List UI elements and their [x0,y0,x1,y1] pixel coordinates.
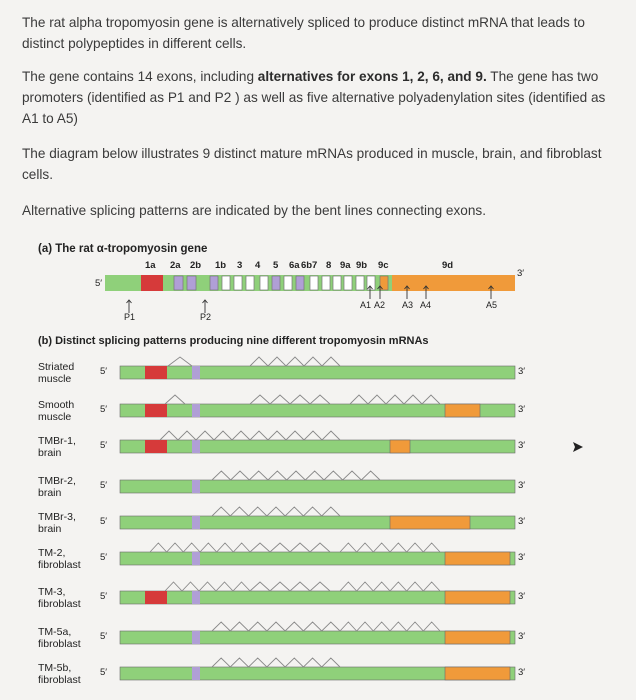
exon-label: 6a [289,260,300,271]
exon-red [145,404,167,417]
three-prime-label: 3′ [518,667,526,678]
intro-paragraph: The rat alpha tropomyosin gene is alternatively spliced to produce distinct mRNA that leads to distinct polypeptides in different cells. [22,15,585,51]
exon-orange [445,552,510,565]
splice-line [212,622,340,631]
gene-exon [356,276,364,290]
gene-exon [322,276,330,290]
exon-orange [445,667,510,680]
mrna-cell-type: fibroblast [38,598,81,610]
splice-line [340,543,440,552]
gene-desc-part2: The gene has two promoters (identified as P1 and P2 ) as well as five alternative polyadenylation sites (identified as A1 to A5) [22,69,606,126]
exon-orange [390,440,410,453]
three-prime-label: 3′ [518,440,526,451]
five-prime-label: 5′ [100,440,108,451]
five-prime-label: 5′ [100,591,108,602]
exon-label: 1b [215,260,227,271]
splice-line [340,582,440,591]
exon-label: 2b [190,260,202,271]
exon-1a [141,275,163,291]
exon-purple [192,667,200,680]
mrna-cell-type: TMBr-1, [38,435,76,447]
exon-label: 1a [145,260,156,271]
exon-label: 6b [301,260,313,271]
gene-exon [174,276,183,290]
mrna-cell-type: brain [38,487,62,499]
mrna-cell-type: TM-5b, [38,662,72,674]
exon-red [145,366,167,379]
polya-a1: A1 [360,300,372,310]
splice-line [250,357,340,366]
splice-line [165,582,250,591]
exon-purple [192,480,200,493]
mrna-cell-type: fibroblast [38,559,81,571]
mrna-bar [120,366,515,379]
exon-purple [192,552,200,565]
five-prime-label: 5′ [100,552,108,563]
gene-exon [344,276,352,290]
gene-exon [246,276,254,290]
three-prime-label: 3′ [518,591,526,602]
gene-exon [222,276,230,290]
five-prime-label: 5′ [100,366,108,377]
splice-line [165,395,185,404]
gene-exon [260,276,268,290]
exon-orange [445,404,480,417]
five-prime-label: 5′ [100,631,108,642]
splice-line [212,507,340,516]
exon-label: 3 [237,260,243,271]
mrna-cell-type: muscle [38,373,72,385]
mrna-cell-type: TM-5a, [38,626,72,638]
exon-label: 8 [326,260,332,271]
mrna-cell-type: TM-2, [38,547,66,559]
five-prime-label: 5′ [100,404,108,415]
splice-line [350,395,440,404]
mrna-cell-type: TM-3, [38,586,66,598]
exon-purple [192,440,200,453]
three-prime-label: 3′ [518,631,526,642]
three-prime-label: 3′ [518,516,526,527]
gene-exon [234,276,242,290]
exon-label: 7 [312,260,318,271]
gene-exon [310,276,318,290]
splice-line [212,471,380,480]
gene-exon [272,276,280,290]
exon-red [145,591,167,604]
mrna-cell-type: fibroblast [38,638,81,650]
gene-exon [187,276,196,290]
exon-label: 9d [442,260,454,271]
polya-a2: A2 [374,300,386,310]
splice-line [250,543,330,552]
exon-purple [192,516,200,529]
five-prime-label: 5′ [100,480,108,491]
gene-desc-part1: The gene contains 14 exons, including [22,69,258,84]
polya-a4: A4 [420,300,432,310]
promoter-p1: P1 [124,312,136,322]
gene-exon [210,276,218,290]
five-prime-label: 5′ [100,516,108,527]
mrna-cell-type: muscle [38,411,72,423]
exon-red [145,440,167,453]
panel-b-title: (b) Distinct splicing patterns producing nine different tropomyosin mRNAs [38,335,429,347]
exon-label: 2a [170,260,181,271]
mrna-cell-type: fibroblast [38,674,81,686]
three-prime-label: 3′ [518,366,526,377]
three-prime-label: 3′ [518,480,526,491]
mrna-cell-type: TMBr-3, [38,511,76,523]
mrna-cell-type: TMBr-2, [38,475,76,487]
three-prime-label: 3′ [518,404,526,415]
diagram-description: The diagram below illustrates 9 distinct mature mRNAs produced in muscle, brain, and fibroblast cells. [22,146,602,182]
mrna-bar [120,480,515,493]
three-prime-label: 3′ [517,268,525,279]
five-prime-label: 5′ [100,667,108,678]
exon-purple [192,631,200,644]
exon-orange [390,516,470,529]
splice-line [168,357,192,366]
splice-line [250,395,330,404]
exon-orange [445,591,510,604]
exon-label: 9b [356,260,368,271]
splice-line [150,543,250,552]
mrna-cell-type: brain [38,523,62,535]
mrna-bar [120,440,515,453]
exon-orange [445,631,510,644]
promoter-p2: P2 [200,312,212,322]
gene-exon [333,276,341,290]
exon-purple [192,591,200,604]
gene-exon [284,276,292,290]
cursor-arrow-icon [570,440,584,454]
splicing-note: Alternative splicing patterns are indicated by the bent lines connecting exons. [22,203,486,218]
exon-purple [192,366,200,379]
splice-line [212,658,340,667]
exon-label: 9a [340,260,351,271]
exon-label: 5 [273,260,279,271]
five-prime-label: 5′ [95,278,103,289]
gene-diagram-title: (a) The rat α-tropomyosin gene [38,243,208,255]
exon-purple [192,404,200,417]
mrna-cell-type: Smooth [38,399,75,411]
mrna-cell-type: brain [38,447,62,459]
polya-a3: A3 [402,300,414,310]
exon-9d-region [392,275,515,291]
gene-exon [296,276,304,290]
splice-line [250,582,330,591]
splice-line [340,622,440,631]
mrna-cell-type: Striated [38,361,75,373]
gene-desc-bold: alternatives for exons 1, 2, 6, and 9. [257,69,487,84]
exon-label: 9c [378,260,389,271]
exon-label: 4 [255,260,261,271]
polya-a5: A5 [486,300,498,310]
three-prime-label: 3′ [518,552,526,563]
splice-line [160,431,340,440]
